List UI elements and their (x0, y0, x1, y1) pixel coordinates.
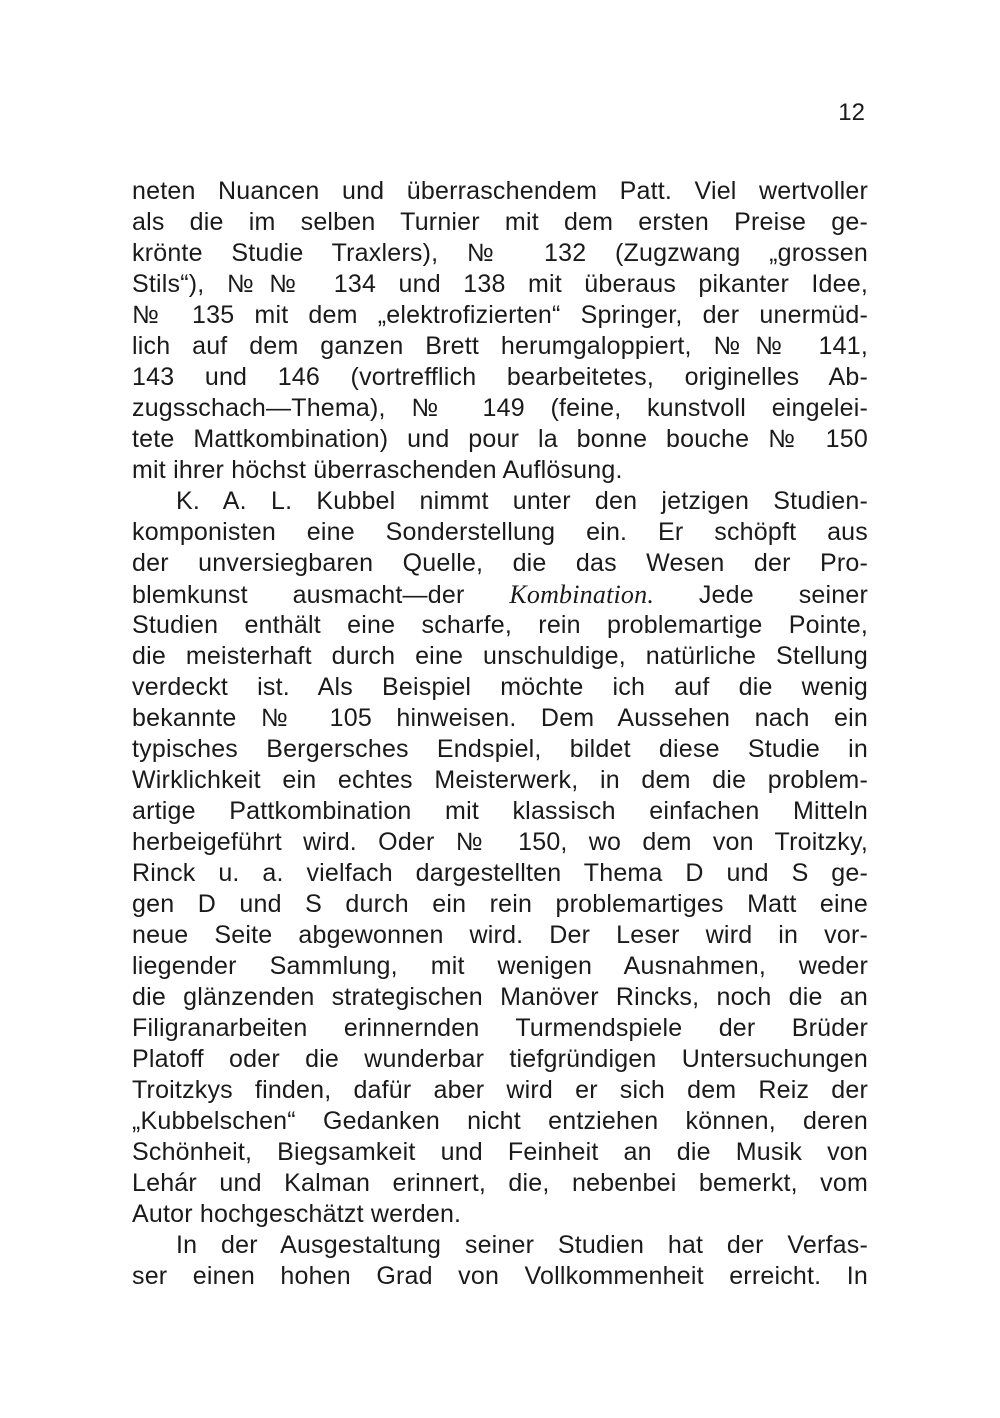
page-number: 12 (838, 99, 865, 126)
text-line: In der Ausgestaltung seiner Studien hat der Verfas- (176, 1231, 868, 1259)
text-line: mit ihrer höchst überraschenden Auflösung. (132, 456, 623, 484)
text-line: Autor hochgeschätzt werden. (132, 1200, 462, 1228)
text-line: zugsschach—Thema), № 149 (feine, kunstvoll eingelei- (132, 394, 868, 422)
line-segment: blemkunst ausmacht—der (132, 581, 465, 609)
text-line: Schönheit, Biegsamkeit und Feinheit an die Musik von (132, 1138, 868, 1166)
text-line: Studien enthält eine scharfe, rein problemartige Pointe, (132, 611, 868, 639)
text-line: die meisterhaft durch eine unschuldige, natürliche Stellung (132, 642, 868, 670)
text-line: 143 und 146 (vortrefflich bearbeitetes, originelles Ab- (132, 363, 868, 391)
text-line: Stils“), №№ 134 und 138 mit überaus pikanter Idee, (132, 270, 868, 298)
text-line: Rinck u. a. vielfach dargestellten Thema D und S ge- (132, 859, 868, 887)
text-line: Lehár und Kalman erinnert, die, nebenbei bemerkt, vom (132, 1169, 868, 1197)
text-line: Wirklichkeit ein echtes Meisterwerk, in dem die problem- (132, 766, 868, 794)
text-line: als die im selben Turnier mit dem ersten Preise ge- (132, 208, 868, 236)
text-line: Platoff oder die wunderbar tiefgründigen Untersuchungen (132, 1045, 868, 1073)
emphasized-word: Kombination. (509, 580, 655, 609)
text-line: gen D und S durch ein rein problemartiges Matt eine (132, 890, 868, 918)
text-line: die glänzenden strategischen Manöver Rincks, noch die an (132, 983, 868, 1011)
text-line: tete Mattkombination) und pour la bonne bouche № 150 (132, 425, 868, 453)
text-line: lich auf dem ganzen Brett herumgaloppiert, №№ 141, (132, 332, 868, 360)
line-segment: Jede seiner (698, 581, 868, 609)
text-line: verdeckt ist. Als Beispiel möchte ich auf die wenig (132, 673, 868, 701)
text-line: neten Nuancen und überraschendem Patt. Viel wertvoller (132, 177, 868, 205)
text-line: liegender Sammlung, mit wenigen Ausnahmen, weder (132, 952, 868, 980)
text-line: typisches Bergersches Endspiel, bildet diese Studie in (132, 735, 868, 763)
text-line: ser einen hohen Grad von Vollkommenheit erreicht. In (132, 1262, 868, 1290)
text-line: artige Pattkombination mit klassisch einfachen Mitteln (132, 797, 868, 825)
text-line: komponisten eine Sonderstellung ein. Er schöpft aus (132, 518, 868, 546)
text-line: krönte Studie Traxlers), № 132 (Zugzwang „grossen (132, 239, 868, 267)
text-line: Filigranarbeiten erinnernden Turmendspiele der Brüder (132, 1014, 868, 1042)
text-line: der unversiegbaren Quelle, die das Wesen der Pro- (132, 549, 868, 577)
text-line: herbeigeführt wird. Oder № 150, wo dem von Troitzky, (132, 828, 868, 856)
body-text (132, 176, 868, 1292)
text-line: Troitzkys finden, dafür aber wird er sich dem Reiz der (132, 1076, 868, 1104)
text-line-with-emphasis (132, 579, 868, 610)
text-line: bekannte № 105 hinweisen. Dem Aussehen nach ein (132, 704, 868, 732)
text-line: K. A. L. Kubbel nimmt unter den jetzigen Studien- (176, 487, 868, 515)
text-line: „Kubbelschen“ Gedanken nicht entziehen können, deren (132, 1107, 868, 1135)
text-line: neue Seite abgewonnen wird. Der Leser wird in vor- (132, 921, 868, 949)
text-line: № 135 mit dem „elektrofizierten“ Springer, der unermüd- (132, 301, 868, 329)
